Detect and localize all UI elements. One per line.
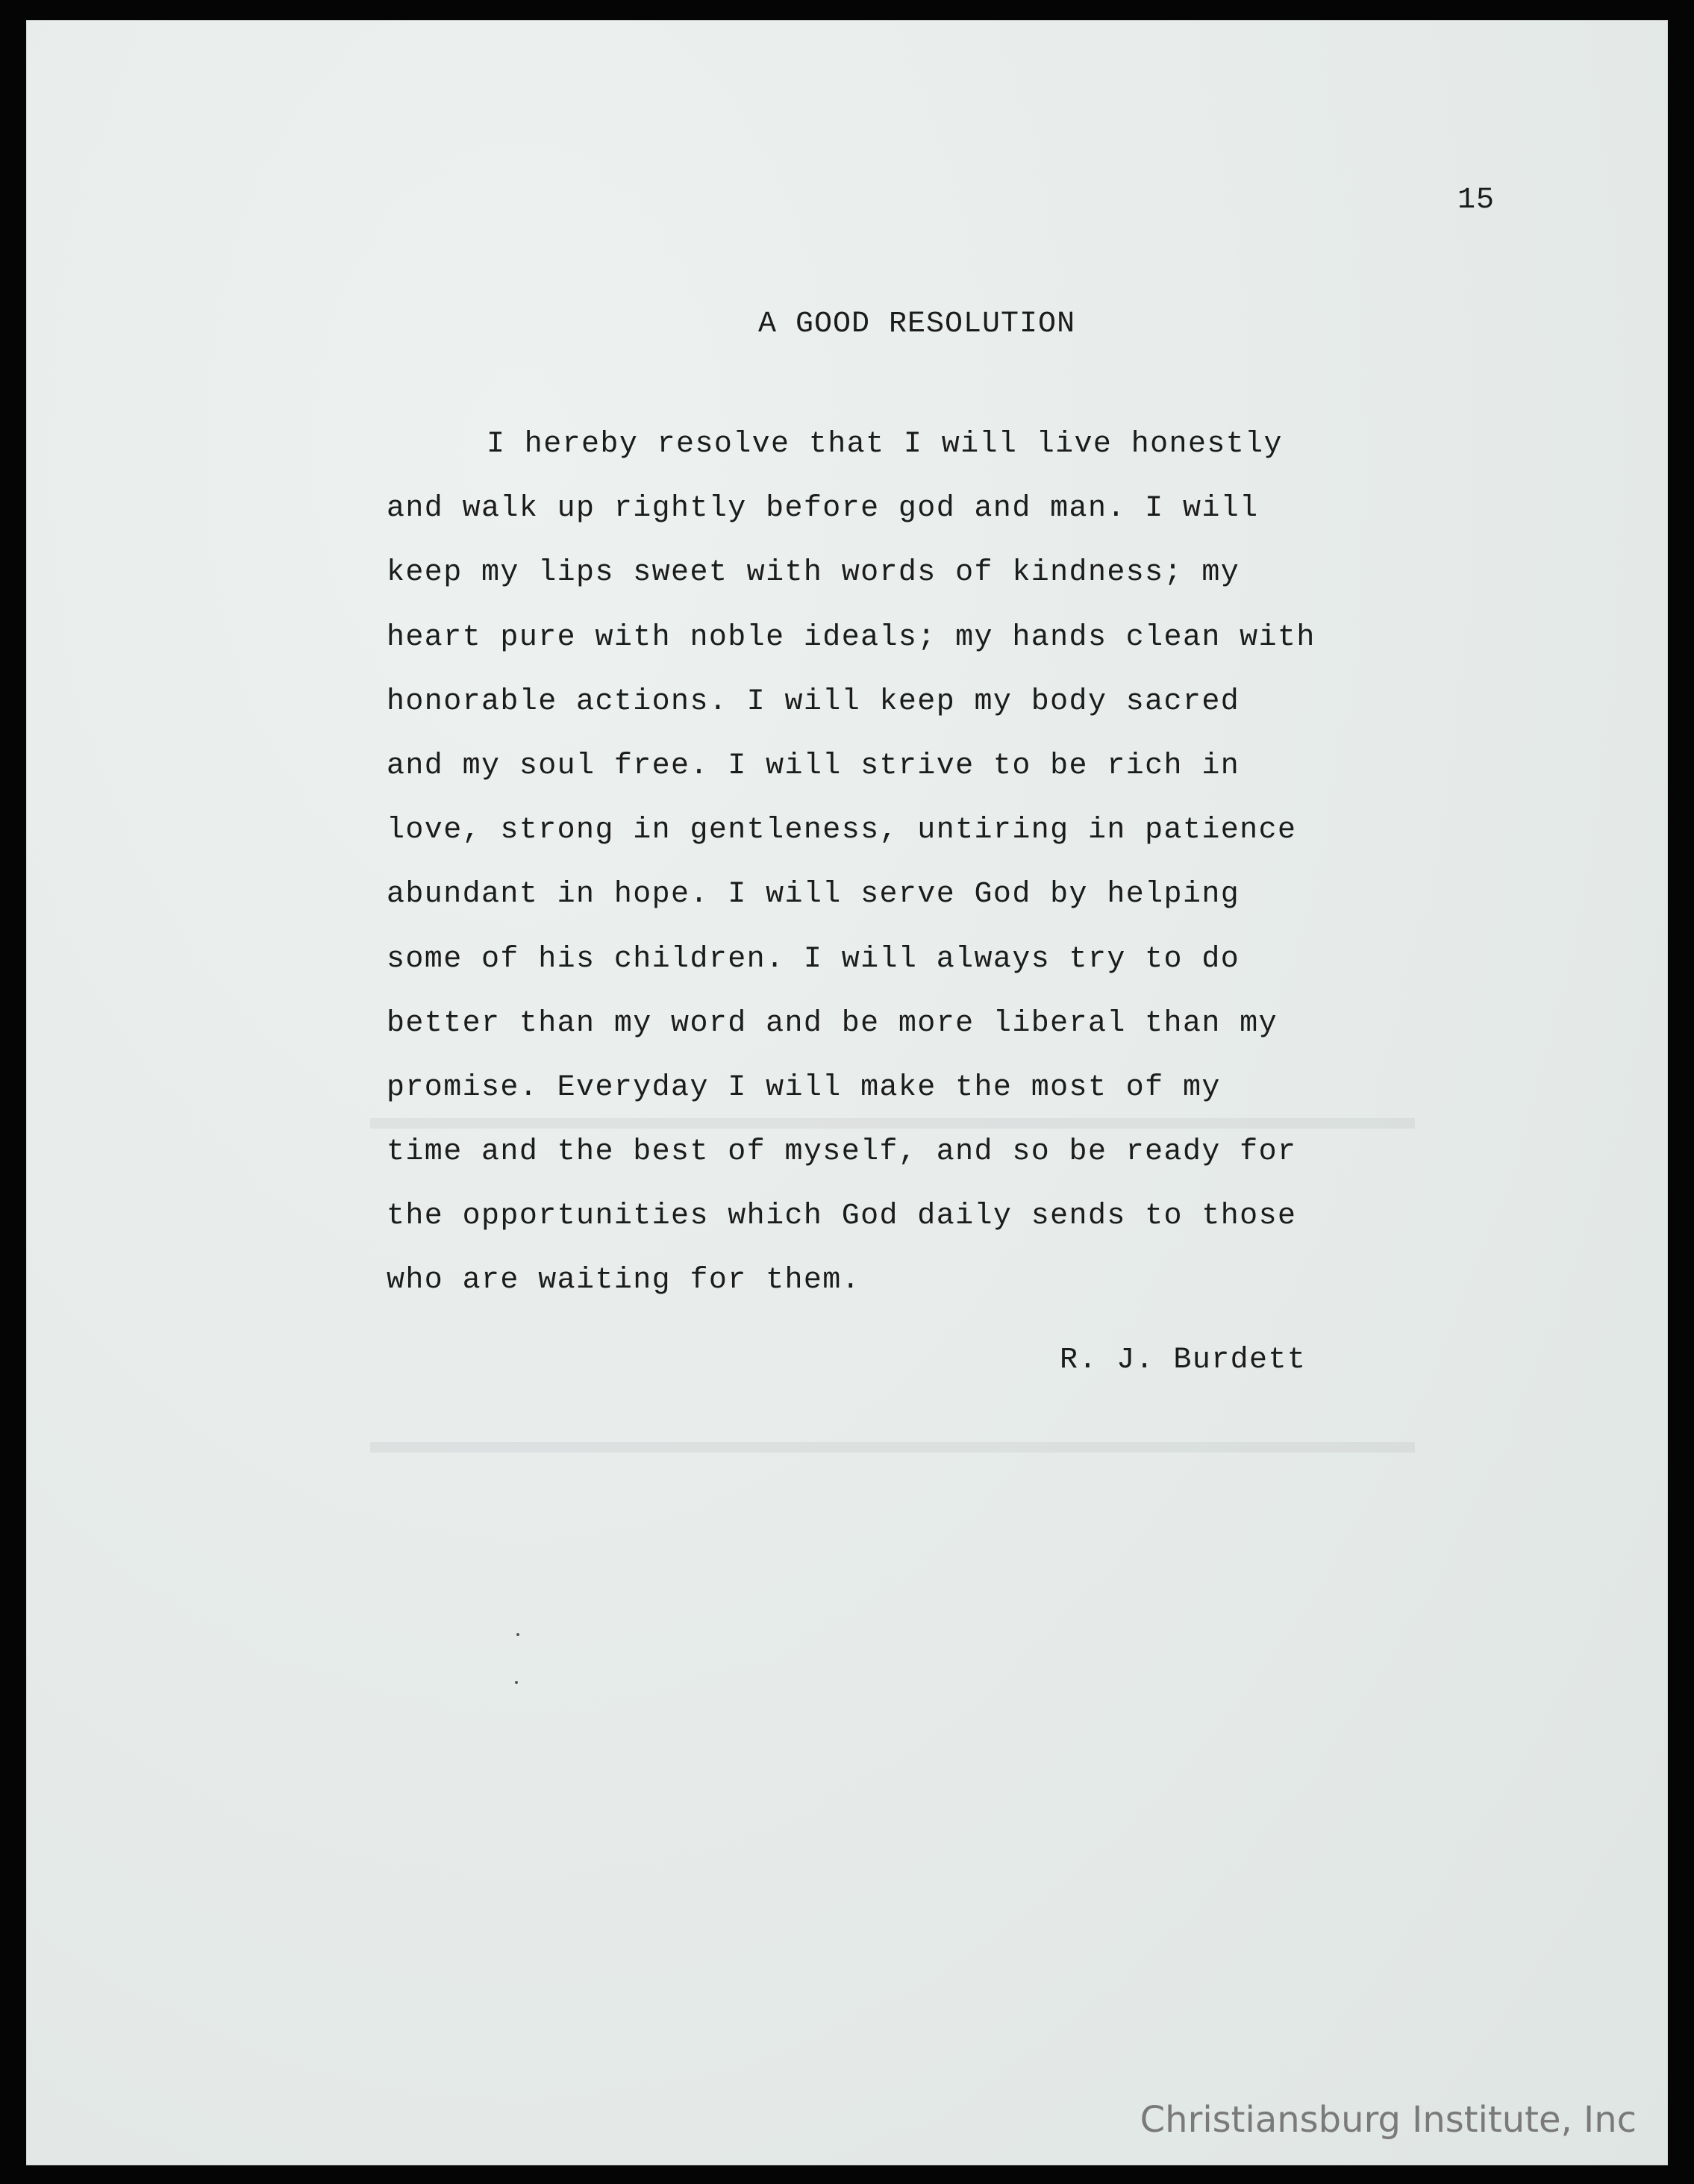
body-line: keep my lips sweet with words of kindness; my	[387, 556, 1240, 590]
document-page	[27, 21, 1667, 2165]
body-line: better than my word and be more liberal than my	[387, 1006, 1278, 1040]
body-line: time and the best of myself, and so be ready for	[387, 1135, 1297, 1170]
body-line: and walk up rightly before god and man. I will	[387, 492, 1259, 526]
body-line: and my soul free. I will strive to be rich in	[387, 749, 1240, 783]
body-line: abundant in hope. I will serve God by helping	[387, 878, 1240, 912]
document-title: A GOOD RESOLUTION	[758, 308, 1076, 341]
body-line: promise. Everyday I will make the most of my	[387, 1070, 1221, 1105]
resolution-body	[387, 413, 1316, 1314]
paper-speck	[515, 1681, 518, 1684]
body-line: I hereby resolve that I will live honestly	[487, 428, 1283, 461]
archive-credit: Christiansburg Institute, Inc	[1140, 2099, 1637, 2141]
author-signature: R. J. Burdett	[1060, 1344, 1307, 1377]
paper-speck	[516, 1633, 519, 1636]
page-number: 15	[1457, 184, 1495, 217]
body-line: love, strong in gentleness, untiring in patience	[387, 814, 1297, 848]
body-line: who are waiting for them.	[387, 1264, 861, 1298]
body-line: heart pure with noble ideals; my hands clean with	[387, 620, 1316, 655]
body-line: some of his children. I will always try to do	[387, 942, 1240, 976]
body-line: the opportunities which God daily sends to those	[387, 1199, 1297, 1234]
body-line: honorable actions. I will keep my body sacred	[387, 684, 1240, 719]
